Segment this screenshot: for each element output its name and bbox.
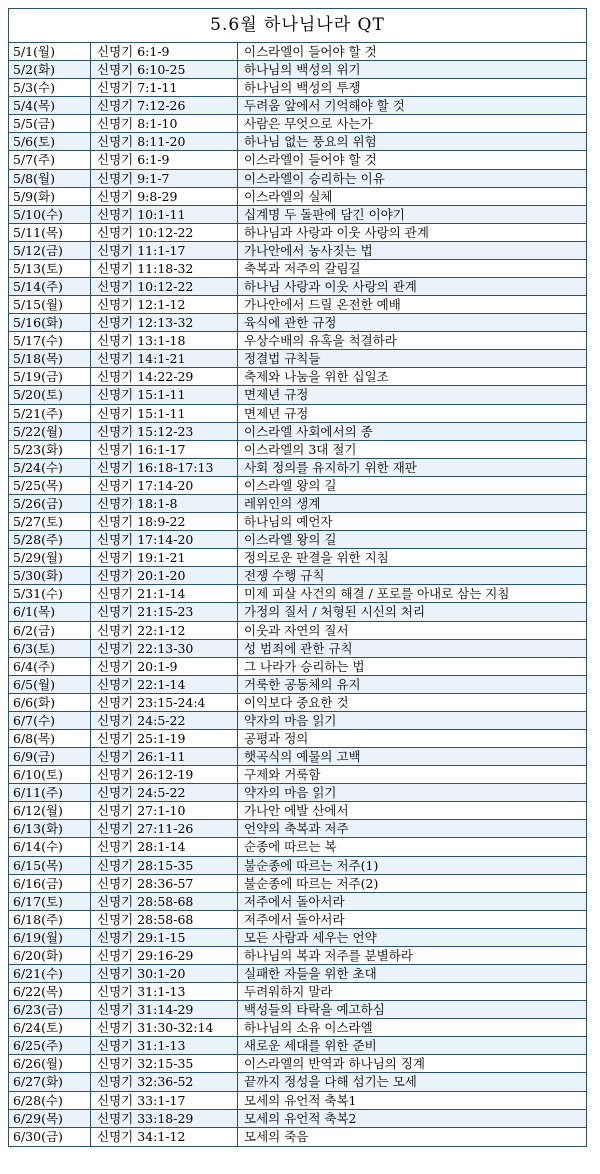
date-cell: 5/17(수) [9, 332, 91, 349]
topic-cell: 이스라엘이 들어야 할 것 [244, 152, 377, 168]
scripture-cell: 신명기 16:18-17:13 [91, 459, 238, 476]
date-cell: 6/16(금) [9, 875, 91, 892]
topic-cell: 하나님의 예언자 [244, 514, 333, 530]
scripture-cell: 신명기 6:10-25 [91, 61, 238, 78]
topic-cell: 이스라엘 사회에서의 종 [244, 423, 373, 439]
table-row [9, 929, 586, 947]
table-row [9, 79, 586, 97]
topic-cell: 약자의 마음 읽기 [244, 712, 337, 728]
table-row [9, 838, 586, 856]
topic-cell: 가정의 질서 / 처형된 시신의 처리 [244, 604, 426, 620]
qt-schedule-table [8, 8, 587, 1147]
scripture-cell: 신명기 22:1-14 [91, 676, 238, 693]
topic-cell: 약자의 마음 읽기 [244, 785, 337, 801]
table-row [9, 441, 586, 459]
scripture-cell: 신명기 32:36-52 [91, 1073, 238, 1090]
table-row [9, 368, 586, 386]
date-cell: 5/21(주) [9, 405, 91, 422]
date-cell: 5/6(토) [9, 133, 91, 150]
topic-cell: 하나님과 사랑과 이웃 사랑의 관계 [244, 224, 429, 240]
table-row [9, 1110, 586, 1128]
topic-cell: 백성들의 타락을 예고하심 [244, 1002, 385, 1018]
scripture-cell: 신명기 26:12-19 [91, 766, 238, 783]
topic-cell: 모세의 유언적 축복1 [244, 1092, 357, 1108]
scripture-cell: 신명기 20:1-20 [91, 567, 238, 584]
date-cell: 5/10(수) [9, 206, 91, 223]
scripture-cell: 신명기 24:5-22 [91, 712, 238, 729]
topic-cell: 그 나라가 승리하는 법 [244, 658, 365, 674]
table-row [9, 170, 586, 188]
topic-cell: 이스라엘이 승리하는 이유 [244, 170, 385, 186]
topic-cell: 면제년 규정 [244, 387, 309, 403]
date-cell: 6/12(월) [9, 802, 91, 819]
topic-cell: 축제와 나눔을 위한 십일조 [244, 369, 389, 385]
topic-cell: 두려워하지 말라 [244, 984, 333, 1000]
scripture-cell: 신명기 12:1-12 [91, 296, 238, 313]
scripture-cell: 신명기 27:1-10 [91, 802, 238, 819]
scripture-cell: 신명기 30:1-20 [91, 965, 238, 982]
date-cell: 6/27(화) [9, 1073, 91, 1090]
topic-cell: 모세의 유언적 축복2 [244, 1110, 357, 1126]
table-row [9, 676, 586, 694]
topic-cell: 이웃과 자연의 질서 [244, 622, 349, 638]
topic-cell: 하나님의 소유 이스라엘 [244, 1020, 373, 1036]
date-cell: 6/2(금) [9, 622, 91, 639]
table-row [9, 350, 586, 368]
table-row [9, 965, 586, 983]
topic-cell: 구제와 거룩함 [244, 767, 321, 783]
topic-cell: 이스라엘 왕의 길 [244, 477, 337, 493]
date-cell: 5/1(월) [9, 43, 91, 60]
scripture-cell: 신명기 10:12-22 [91, 278, 238, 295]
scripture-cell: 신명기 28:1-14 [91, 838, 238, 855]
table-row [9, 712, 586, 730]
date-cell: 6/6(화) [9, 694, 91, 711]
date-cell: 5/26(금) [9, 495, 91, 512]
scripture-cell: 신명기 6:1-9 [91, 151, 238, 168]
table-row [9, 296, 586, 314]
scripture-cell: 신명기 34:1-12 [91, 1128, 238, 1146]
scripture-cell: 신명기 20:1-9 [91, 658, 238, 675]
date-cell: 6/24(토) [9, 1019, 91, 1036]
scripture-cell: 신명기 28:58-68 [91, 911, 238, 928]
scripture-cell: 신명기 28:36-57 [91, 875, 238, 892]
table-row [9, 260, 586, 278]
scripture-cell: 신명기 31:14-29 [91, 1001, 238, 1018]
table-row [9, 1019, 586, 1037]
topic-cell: 성 범죄에 관한 규칙 [244, 640, 353, 656]
table-row [9, 188, 586, 206]
scripture-cell: 신명기 31:1-13 [91, 1037, 238, 1054]
date-cell: 5/13(토) [9, 260, 91, 277]
topic-cell: 가나안에서 드릴 온전한 예배 [244, 297, 401, 313]
table-row [9, 658, 586, 676]
date-cell: 6/28(수) [9, 1092, 91, 1109]
table-row [9, 1073, 586, 1091]
scripture-cell: 신명기 15:1-11 [91, 386, 238, 403]
scripture-cell: 신명기 9:1-7 [91, 170, 238, 187]
topic-cell: 축복과 저주의 갈림길 [244, 260, 361, 276]
date-cell: 6/29(목) [9, 1110, 91, 1127]
date-cell: 6/3(토) [9, 640, 91, 657]
topic-cell: 이스라엘의 3대 절기 [244, 441, 357, 457]
date-cell: 6/8(목) [9, 730, 91, 747]
table-row [9, 61, 586, 79]
date-cell: 5/15(월) [9, 296, 91, 313]
topic-cell: 이스라엘의 실체 [244, 188, 333, 204]
topic-cell: 가나안 에발 산에서 [244, 803, 349, 819]
date-cell: 5/16(화) [9, 314, 91, 331]
date-cell: 6/13(화) [9, 820, 91, 837]
topic-cell: 불순종에 따르는 저주(1) [244, 857, 379, 873]
table-row [9, 531, 586, 549]
scripture-cell: 신명기 26:1-11 [91, 748, 238, 765]
scripture-cell: 신명기 14:22-29 [91, 368, 238, 385]
topic-cell: 사회 정의를 유지하기 위한 재판 [244, 459, 417, 475]
date-cell: 5/12(금) [9, 242, 91, 259]
date-cell: 6/14(수) [9, 838, 91, 855]
topic-cell: 모든 사람과 세우는 언약 [244, 929, 377, 945]
table-row [9, 314, 586, 332]
topic-cell: 십계명 두 돌판에 담긴 이야기 [244, 206, 405, 222]
scripture-cell: 신명기 27:11-26 [91, 820, 238, 837]
scripture-cell: 신명기 15:1-11 [91, 405, 238, 422]
scripture-cell: 신명기 33:1-17 [91, 1092, 238, 1109]
date-cell: 5/30(화) [9, 567, 91, 584]
scripture-cell: 신명기 16:1-17 [91, 441, 238, 458]
scripture-cell: 신명기 23:15-24:4 [91, 694, 238, 711]
date-cell: 5/7(주) [9, 151, 91, 168]
table-row [9, 133, 586, 151]
topic-cell: 하나님의 백성의 위기 [244, 62, 361, 78]
date-cell: 5/9(화) [9, 188, 91, 205]
date-cell: 5/25(목) [9, 477, 91, 494]
date-cell: 5/11(목) [9, 224, 91, 241]
table-row [9, 459, 586, 477]
table-row [9, 405, 586, 423]
table-row [9, 278, 586, 296]
date-cell: 6/26(월) [9, 1055, 91, 1072]
topic-cell: 육식에 관한 규정 [244, 315, 337, 331]
scripture-cell: 신명기 25:1-19 [91, 730, 238, 747]
table-row [9, 423, 586, 441]
scripture-cell: 신명기 22:1-12 [91, 622, 238, 639]
date-cell: 6/17(토) [9, 893, 91, 910]
topic-cell: 언약의 축복과 저주 [244, 821, 349, 837]
date-cell: 5/28(주) [9, 531, 91, 548]
scripture-cell: 신명기 28:58-68 [91, 893, 238, 910]
date-cell: 6/25(주) [9, 1037, 91, 1054]
date-cell: 5/22(월) [9, 423, 91, 440]
scripture-cell: 신명기 8:1-10 [91, 115, 238, 132]
topic-cell: 거룩한 공동체의 유지 [244, 676, 361, 692]
table-row [9, 513, 586, 531]
date-cell: 6/22(목) [9, 983, 91, 1000]
scripture-cell: 신명기 12:13-32 [91, 314, 238, 331]
table-row [9, 911, 586, 929]
table-row [9, 549, 586, 567]
topic-cell: 이스라엘 왕의 길 [244, 532, 337, 548]
scripture-cell: 신명기 7:12-26 [91, 97, 238, 114]
table-row [9, 224, 586, 242]
scripture-cell: 신명기 31:30-32:14 [91, 1019, 238, 1036]
topic-cell: 가나안에서 농사짓는 법 [244, 242, 373, 258]
table-row [9, 820, 586, 838]
table-row [9, 97, 586, 115]
topic-cell: 이스라엘의 반역과 하나님의 징계 [244, 1056, 425, 1072]
date-cell: 5/23(화) [9, 441, 91, 458]
table-row [9, 115, 586, 133]
scripture-cell: 신명기 11:1-17 [91, 242, 238, 259]
schedule-rows [9, 43, 586, 1146]
date-cell: 5/31(수) [9, 585, 91, 602]
scripture-cell: 신명기 13:1-18 [91, 332, 238, 349]
scripture-cell: 신명기 7:1-11 [91, 79, 238, 96]
date-cell: 5/5(금) [9, 115, 91, 132]
scripture-cell: 신명기 15:12-23 [91, 423, 238, 440]
date-cell: 6/20(화) [9, 947, 91, 964]
topic-cell: 정의로운 판결을 위한 지침 [244, 550, 389, 566]
table-row [9, 495, 586, 513]
date-cell: 6/7(수) [9, 712, 91, 729]
table-row [9, 784, 586, 802]
scripture-cell: 신명기 29:16-29 [91, 947, 238, 964]
table-row [9, 1055, 586, 1073]
topic-cell: 사람은 무엇으로 사는가 [244, 116, 373, 132]
scripture-cell: 신명기 22:13-30 [91, 640, 238, 657]
table-row [9, 1092, 586, 1110]
table-row [9, 875, 586, 893]
table-row [9, 730, 586, 748]
date-cell: 6/5(월) [9, 676, 91, 693]
topic-cell: 불순종에 따르는 저주(2) [244, 875, 379, 891]
topic-cell: 실패한 자들을 위한 초대 [244, 965, 377, 981]
table-row [9, 748, 586, 766]
scripture-cell: 신명기 19:1-21 [91, 549, 238, 566]
scripture-cell: 신명기 29:1-15 [91, 929, 238, 946]
date-cell: 5/14(주) [9, 278, 91, 295]
topic-cell: 레위인의 생계 [244, 495, 321, 511]
table-row [9, 622, 586, 640]
table-row [9, 567, 586, 585]
date-cell: 6/11(주) [9, 784, 91, 801]
table-row [9, 1037, 586, 1055]
topic-cell: 햇곡식의 예물의 고백 [244, 749, 361, 765]
table-row [9, 857, 586, 875]
date-cell: 6/9(금) [9, 748, 91, 765]
table-row [9, 694, 586, 712]
date-cell: 5/4(목) [9, 97, 91, 114]
date-cell: 6/30(금) [9, 1128, 91, 1146]
page-title: 5.6월 하나님나라 QT [9, 9, 586, 43]
scripture-cell: 신명기 10:1-11 [91, 206, 238, 223]
topic-cell: 미제 피살 사건의 해결 / 포로를 아내로 삼는 지침 [244, 586, 510, 602]
table-row [9, 802, 586, 820]
table-row [9, 585, 586, 603]
table-row [9, 151, 586, 169]
table-row [9, 766, 586, 784]
scripture-cell: 신명기 8:11-20 [91, 133, 238, 150]
date-cell: 5/2(화) [9, 61, 91, 78]
date-cell: 5/29(월) [9, 549, 91, 566]
date-cell: 6/18(주) [9, 911, 91, 928]
scripture-cell: 신명기 21:1-14 [91, 585, 238, 602]
table-row [9, 206, 586, 224]
scripture-cell: 신명기 10:12-22 [91, 224, 238, 241]
topic-cell: 끝까지 정성을 다해 섬기는 모세 [244, 1074, 417, 1090]
topic-cell: 전쟁 수행 규칙 [244, 568, 325, 584]
topic-cell: 이익보다 중요한 것 [244, 694, 349, 710]
date-cell: 5/19(금) [9, 368, 91, 385]
topic-cell: 하나님 사랑과 이웃 사랑의 관계 [244, 279, 417, 295]
scripture-cell: 신명기 28:15-35 [91, 857, 238, 874]
topic-cell: 정결법 규칙들 [244, 351, 321, 367]
scripture-cell: 신명기 18:1-8 [91, 495, 238, 512]
topic-cell: 하나님 없는 풍요의 위험 [244, 134, 377, 150]
scripture-cell: 신명기 21:15-23 [91, 603, 238, 620]
table-row [9, 386, 586, 404]
scripture-cell: 신명기 17:14-20 [91, 531, 238, 548]
scripture-cell: 신명기 32:15-35 [91, 1055, 238, 1072]
topic-cell: 저주에서 돌아서라 [244, 911, 345, 927]
topic-cell: 하나님의 복과 저주를 분별하라 [244, 947, 413, 963]
table-row [9, 947, 586, 965]
date-cell: 5/27(토) [9, 513, 91, 530]
table-row [9, 1128, 586, 1146]
date-cell: 5/24(수) [9, 459, 91, 476]
table-row [9, 603, 586, 621]
topic-cell: 모세의 죽음 [244, 1128, 309, 1144]
topic-cell: 우상수배의 유혹을 척결하라 [244, 333, 397, 349]
table-row [9, 893, 586, 911]
date-cell: 6/23(금) [9, 1001, 91, 1018]
date-cell: 5/8(월) [9, 170, 91, 187]
table-row [9, 983, 586, 1001]
scripture-cell: 신명기 31:1-13 [91, 983, 238, 1000]
topic-cell: 이스라엘이 들어야 할 것 [244, 44, 377, 59]
topic-cell: 저주에서 돌아서라 [244, 893, 345, 909]
scripture-cell: 신명기 6:1-9 [91, 43, 238, 60]
scripture-cell: 신명기 9:8-29 [91, 188, 238, 205]
table-row [9, 477, 586, 495]
table-row [9, 332, 586, 350]
date-cell: 6/19(월) [9, 929, 91, 946]
table-row [9, 640, 586, 658]
scripture-cell: 신명기 11:18-32 [91, 260, 238, 277]
table-row [9, 43, 586, 61]
date-cell: 6/4(주) [9, 658, 91, 675]
date-cell: 5/20(토) [9, 386, 91, 403]
topic-cell: 새로운 세대를 위한 준비 [244, 1038, 377, 1054]
table-row [9, 1001, 586, 1019]
topic-cell: 면제년 규정 [244, 405, 309, 421]
scripture-cell: 신명기 24:5-22 [91, 784, 238, 801]
scripture-cell: 신명기 14:1-21 [91, 350, 238, 367]
table-row [9, 242, 586, 260]
date-cell: 6/21(수) [9, 965, 91, 982]
scripture-cell: 신명기 18:9-22 [91, 513, 238, 530]
topic-cell: 두려움 앞에서 기억해야 할 것 [244, 98, 405, 114]
date-cell: 5/18(목) [9, 350, 91, 367]
topic-cell: 하나님의 백성의 투쟁 [244, 80, 361, 96]
scripture-cell: 신명기 17:14-20 [91, 477, 238, 494]
topic-cell: 공평과 정의 [244, 730, 309, 746]
date-cell: 5/3(수) [9, 79, 91, 96]
date-cell: 6/1(목) [9, 603, 91, 620]
date-cell: 6/15(목) [9, 857, 91, 874]
scripture-cell: 신명기 33:18-29 [91, 1110, 238, 1127]
date-cell: 6/10(토) [9, 766, 91, 783]
topic-cell: 순종에 따르는 복 [244, 839, 337, 855]
